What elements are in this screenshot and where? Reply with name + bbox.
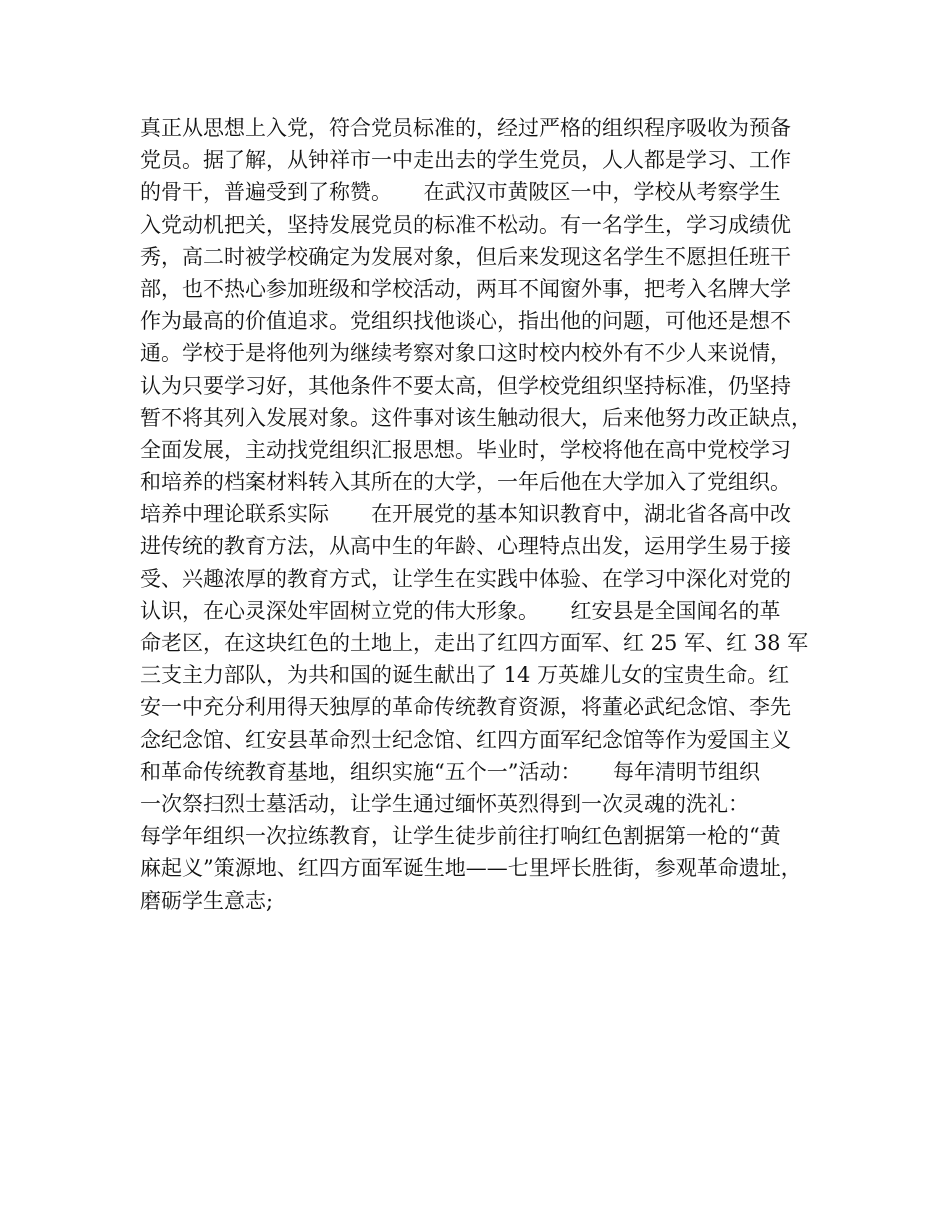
text-line: 入党动机把关，坚持发展党员的标准不松动。有一名学生，学习成绩优 <box>140 212 791 237</box>
text-line: 三支主力部队，为共和国的诞生献出了 14 万英雄儿女的宝贵生命。红 <box>140 663 790 688</box>
text-line: 命老区，在这块红色的土地上，走出了红四方面军、红 25 军、红 38 军 <box>140 631 809 655</box>
text-line: 作为最高的价值追求。党组织找他谈心，指出他的问题，可他还是想不 <box>140 309 791 334</box>
text-line: 和培养的档案材料转入其所在的大学，一年后他在大学加入了党组织。 <box>140 470 791 495</box>
text-line: 受、兴趣浓厚的教育方式，让学生在实践中体验、在学习中深化对党的 <box>140 566 791 591</box>
text-line: 秀，高二时被学校确定为发展对象，但后来发现这名学生不愿担任班干 <box>140 244 791 269</box>
text-line: 磨砺学生意志; <box>140 888 274 913</box>
text-line: 党员。据了解，从钟祥市一中走出去的学生党员，人人都是学习、工作 <box>140 148 791 173</box>
text-line: 和革命传统教育基地，组织实施“五个一”活动： 每年清明节组织 <box>140 759 760 784</box>
text-line: 进传统的教育方法，从高中生的年龄、心理特点出发，运用学生易于接 <box>140 534 791 559</box>
text-line: 念纪念馆、红安县革命烈士纪念馆、红四方面军纪念馆等作为爱国主义 <box>140 727 791 752</box>
text-line: 部，也不热心参加班级和学校活动，两耳不闻窗外事，把考入名牌大学 <box>140 276 791 301</box>
text-line: 安一中充分利用得天独厚的革命传统教育资源，将董必武纪念馆、李先 <box>140 695 791 720</box>
text-line: 暂不将其列入发展对象。这件事对该生触动很大，后来他努力改正缺点， <box>140 405 812 430</box>
text-line: 麻起义”策源地、红四方面军诞生地——七里坪长胜街，参观革命遗址， <box>140 856 802 881</box>
text-line: 通。学校于是将他列为继续考察对象口这时校内校外有不少人来说情， <box>140 341 791 366</box>
body-text <box>140 112 830 917</box>
text-line: 认为只要学习好，其他条件不要太高，但学校党组织坚持标准，仍坚持 <box>140 373 791 398</box>
text-line: 真正从思想上入党，符合党员标准的，经过严格的组织程序吸收为预备 <box>140 116 791 140</box>
text-line: 认识，在心灵深处牢固树立党的伟大形象。 红安县是全国闻名的革 <box>140 598 781 623</box>
text-line: 的骨干，普遍受到了称赞。 在武汉市黄陂区一中，学校从考察学生 <box>140 180 781 205</box>
text-line: 全面发展，主动找党组织汇报思想。毕业时，学校将他在高中党校学习 <box>140 437 791 462</box>
text-line: 一次祭扫烈士墓活动，让学生通过缅怀英烈得到一次灵魂的洗礼： <box>140 791 749 816</box>
text-line: 培养中理论联系实际 在开展党的基本知识教育中，湖北省各高中改 <box>140 502 791 527</box>
text-line: 每学年组织一次拉练教育，让学生徒步前往打响红色割据第一枪的“黄 <box>140 824 781 849</box>
